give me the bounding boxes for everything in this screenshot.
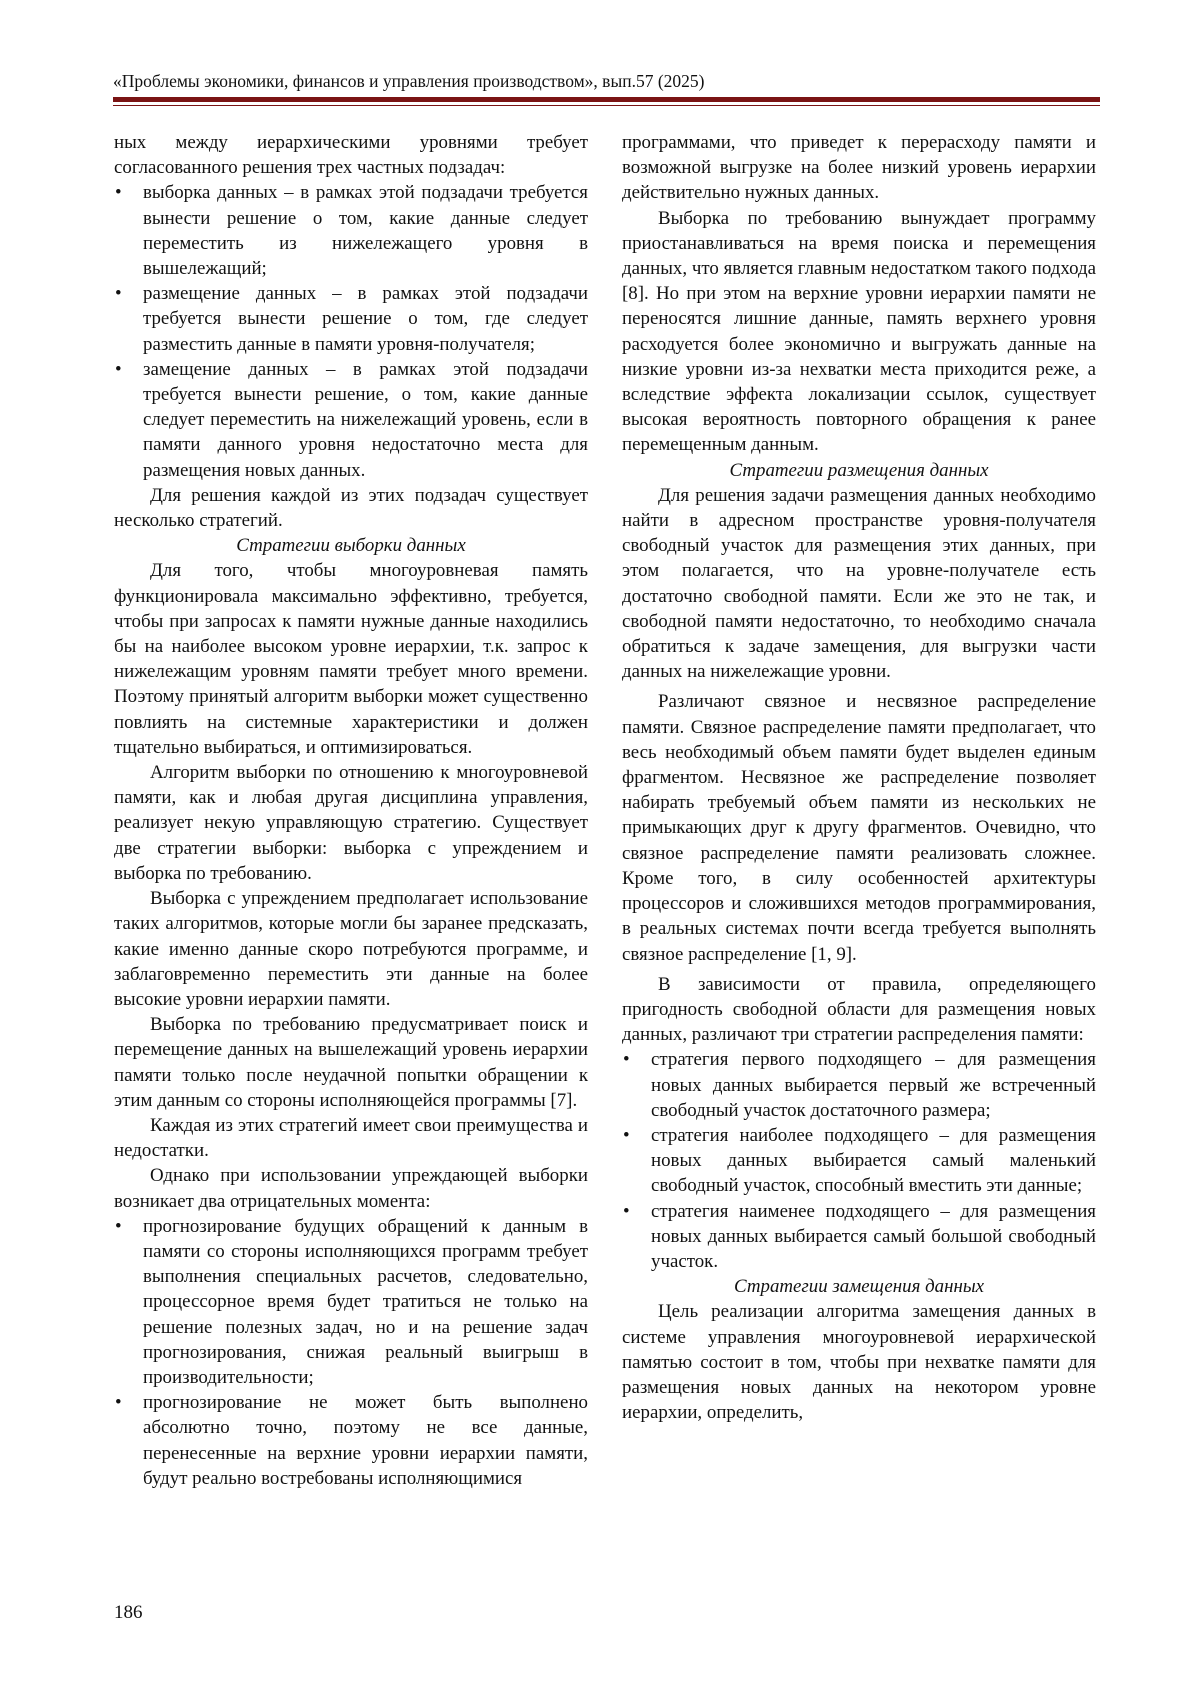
bullet-icon: • <box>115 1392 122 1414</box>
list-item: • стратегия наименее подходящего – для размещения новых данных выбирается самый большой свободный участок. <box>623 1200 1096 1272</box>
bullet-icon: • <box>623 1200 630 1222</box>
header-rule-thick <box>113 97 1100 102</box>
paragraph: Различают связное и несвязное распределение памяти. Связное распределение памяти предполагает, что весь необходимый объем памяти будет выделен единым фрагментом. Несвязное же распределение позволяет набирать требуемый объем памяти из нескольких не примыкающих друг к другу фрагментов. Очевидно, что связное распределение памяти реализовать сложнее. Кроме того, в силу особенностей архитектуры процессоров и сложившихся методов программирования, в реальных системах почти всегда требуется выполнять связное распределение [1, 9]. <box>622 691 1096 965</box>
section-heading-placement: Стратегии размещения данных <box>729 459 989 481</box>
paragraph: Цель реализации алгоритма замещения данных в системе управления многоуровневой иерархической памятью состоит в том, чтобы при нехватке памяти для размещения новых данных на некотором уровне иерархии, определить, <box>622 1301 1096 1424</box>
list-item: • замещение данных – в рамках этой подзадачи требуется вынести решение, о том, какие данные следует переместить на нижележащий уровень, если в памяти данного уровня недостаточно места для размещения новых данных. <box>115 358 588 481</box>
paragraph: Для решения задачи размещения данных необходимо найти в адресном пространстве уровня-получателя свободный участок для размещения этих данных, при этом полагается, что на уровне-получателе есть достаточно свободной памяти. Если же это не так, и свободной памяти недостаточно, то необходимо сначала обратиться к задаче замещения, для выгрузки части данных на нижележащие уровни. <box>622 484 1096 683</box>
paragraph: Выборка с упреждением предполагает использование таких алгоритмов, которые могли бы заранее предсказать, какие именно данные скоро потребуются программе, и заблаговременно переместить эти данные на более высокие уровни иерархии памяти. <box>114 888 588 1010</box>
list-item: • выборка данных – в рамках этой подзадачи требуется вынести решение о том, какие данные следует переместить из нижележащего уровня в вышележащий; <box>115 182 588 280</box>
paragraph: Каждая из этих стратегий имеет свои преимущества и недостатки. <box>114 1114 588 1162</box>
list-item: • стратегия наиболее подходящего – для размещения новых данных выбирается самый маленький свободный участок, способный вместить эти данные; <box>623 1124 1096 1197</box>
paragraph: Однако при использовании упреждающей выборки возникает два отрицательных момента: <box>114 1165 588 1212</box>
section-heading-fetch: Стратегии выборки данных <box>236 535 466 557</box>
list-item: • размещение данных – в рамках этой подзадачи требуется вынести решение о том, где следует разместить данные в памяти уровня-получателя; <box>115 283 588 355</box>
right-column <box>622 130 1096 1425</box>
bullet-icon: • <box>115 283 122 305</box>
list-item: • стратегия первого подходящего – для размещения новых данных выбирается первый же встреченный свободный участок достаточного размера; <box>623 1049 1096 1121</box>
paragraph: Выборка по требованию предусматривает поиск и перемещение данных на вышележащий уровень иерархии памяти только после неудачной попытки обращении к этим данным со стороны исполняющейся программы [7]. <box>114 1014 588 1111</box>
paragraph: программами, что приведет к перерасходу памяти и возможной выгрузке на более низкий уровень иерархии действительно нужных данных. <box>622 132 1096 204</box>
left-column <box>114 130 588 1491</box>
paragraph: Выборка по требованию вынуждает программу приостанавливаться на время поиска и перемещения данных, что является главным недостатком такого подхода [8]. Но при этом на верхние уровни иерархии памяти не переносятся лишние данные, память верхнего уровня расходуется более экономично и выгружать данные на низкие уровни из-за нехватки места приходится реже, а вследствие эффекта локализации ссылок, существует высокая вероятность повторного обращения к ранее перемещенным данным. <box>622 207 1096 456</box>
fit-strategy-list <box>622 1047 1096 1274</box>
bullet-icon: • <box>623 1049 630 1071</box>
header-rule-thin <box>113 105 1100 106</box>
section-heading-replacement: Стратегии замещения данных <box>733 1276 985 1298</box>
paragraph: Алгоритм выборки по отношению к многоуровневой памяти, как и любая другая дисциплина управления, реализует некую управляющую стратегию. Существует две стратегии выборки: выборка с упреждением и выборка по требованию. <box>114 762 588 884</box>
list-item: • прогнозирование не может быть выполнено абсолютно точно, поэтому не все данные, перенесенные на верхние уровни иерархии памяти, будут реально востребованы исполняющимися <box>115 1392 588 1489</box>
bullet-icon: • <box>115 358 122 380</box>
subtask-list <box>114 180 588 482</box>
intro-paragraph: ных между иерархическими уровнями требует согласованного решения трех частных подзадач: <box>114 132 588 179</box>
list-item: • прогнозирование будущих обращений к данным в памяти со стороны исполняющихся программ требует выполнения специальных расчетов, следовательно, процессорное время будет тратиться не только на решение полезных задач, но и на решение задач прогнозирования, снижая реальный выигрыш в производительности; <box>115 1215 588 1388</box>
paragraph: В зависимости от правила, определяющего пригодность свободной области для размещения новых данных, различают три стратегии распределения памяти: <box>622 973 1096 1046</box>
bullet-icon: • <box>115 1215 122 1237</box>
bullet-icon: • <box>115 182 122 204</box>
paragraph: Для того, чтобы многоуровневая память функционировала максимально эффективно, требуется, чтобы при запросах к памяти нужные данные находились бы на наиболее высоком уровне иерархии, т.к. запрос к нижележащим уровням памяти требует много времени. Поэтому принятый алгоритм выборки может существенно повлиять на системные характеристики и должен тщательно выбираться, и оптимизироваться. <box>114 560 588 758</box>
page-number: 186 <box>114 1602 143 1623</box>
paragraph: Для решения каждой из этих подзадач существует несколько стратегий. <box>114 484 588 532</box>
negatives-list <box>114 1214 588 1491</box>
bullet-icon: • <box>623 1124 630 1146</box>
journal-header: «Проблемы экономики, финансов и управления производством», вып.57 (2025) <box>113 71 705 91</box>
